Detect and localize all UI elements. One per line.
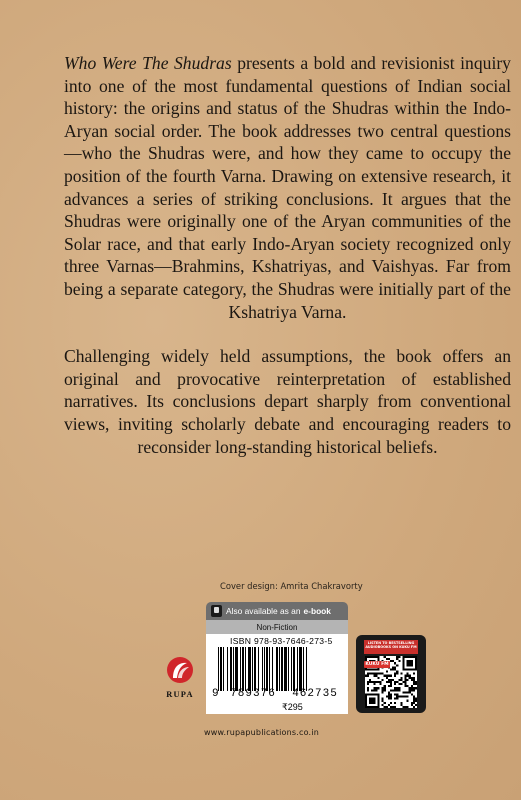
barcode-digit-first: 9 xyxy=(212,688,219,700)
ebook-availability-bar xyxy=(206,602,348,620)
blurb-paragraph-2: Challenging widely held assumptions, the book offers an original and provocative reinterpretation of established narratives. Its conclusions depart sharply from conventional views, inviting scholarly debate and encouraging readers to reconsider long-standing historical beliefs. xyxy=(64,346,511,457)
barcode-box xyxy=(206,634,348,714)
publisher-logo-text: RUPA xyxy=(166,690,194,699)
blurb-paragraph-1-text: presents a bold and revisionist inquiry into one of the most fundamental questions of Indian social history: the origins and status of the Shudras within the Indo-Aryan social order. The book addresses two central questions—who the Shudras were, and how they came to occupy the position of the fourth Varna. Drawing on extensive research, it advances a series of striking conclusions. It argues that the Shudras were originally one of the Aryan communities of the Solar race, and that early Indo-Aryan society recognized only three Varnas—Brahmins, Kshatriyas, and Vaishyas. Far from being a separate category, the Shudras were initially part of the Kshatriya Varna. xyxy=(64,53,511,322)
publisher-website: www.rupapublications.co.in xyxy=(204,728,319,737)
barcode-digit-group-2: 462735 xyxy=(292,688,338,700)
kuku-fm-badge: KUKU FM xyxy=(365,662,389,667)
ebook-prefix: Also available as an xyxy=(226,606,301,616)
barcode-icon xyxy=(218,647,342,691)
book-title-italic: Who Were The Shudras xyxy=(64,53,232,73)
audiobook-qr-panel xyxy=(356,635,426,713)
genre-label: Non-Fiction xyxy=(206,620,348,634)
back-cover-blurb xyxy=(64,52,511,458)
barcode-digit-group-1: 789376 xyxy=(230,688,276,700)
ebook-label: e-book xyxy=(303,606,331,616)
qr-banner: LISTEN TO BESTSELLING AUDIOBOOKS ON KUKU FM xyxy=(364,640,418,654)
cover-design-credit: Cover design: Amrita Chakravorty xyxy=(220,581,363,591)
ebook-reader-icon xyxy=(211,605,222,617)
barcode-digits xyxy=(212,688,346,700)
rupa-logo-icon xyxy=(165,655,195,689)
blurb-paragraph-1 xyxy=(64,52,511,323)
isbn-number: ISBN 978-93-7646-273-5 xyxy=(230,636,333,646)
book-price: ₹295 xyxy=(282,702,303,712)
